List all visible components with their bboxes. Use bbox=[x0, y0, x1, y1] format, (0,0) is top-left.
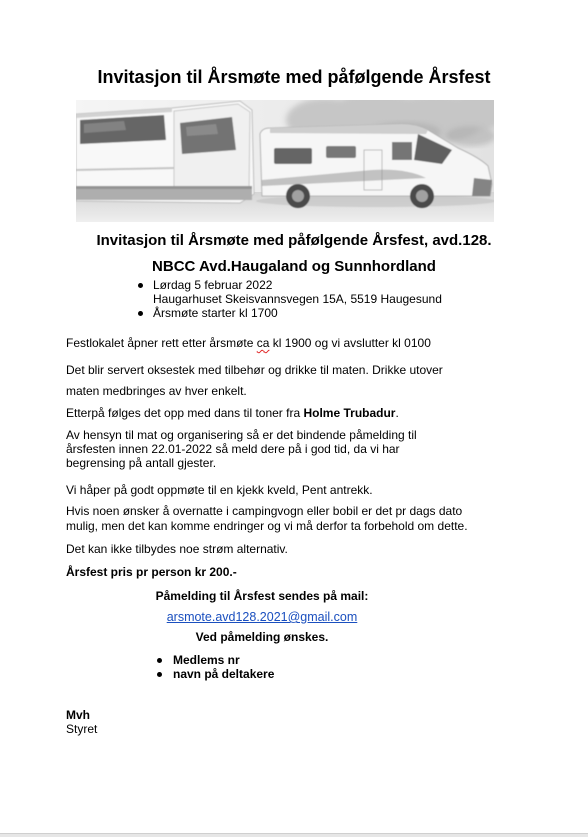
signup-request-heading: Ved påmelding ønskes. bbox=[195, 630, 329, 644]
paragraph-overnight-line: Hvis noen ønsker å overnatte i campingvogn eller bobil er det pr dags dato bbox=[66, 504, 463, 518]
price-line: Årsfest pris pr person kr 200.- bbox=[66, 565, 237, 579]
paragraph-registration-line: begrensing på antall gjester. bbox=[66, 456, 217, 470]
opening-text-before: Festlokalet åpner rett etter årsmøte bbox=[66, 336, 257, 350]
paragraph-music bbox=[66, 406, 399, 420]
spellcheck-flagged-word: ca bbox=[256, 336, 270, 350]
event-heading: Invitasjon til Årsmøte med påfølgende Årsfest, avd.128. bbox=[96, 232, 492, 249]
paragraph-overnight-line: mulig, men det kan komme endringer og vi må derfor ta forbehold om dette. bbox=[66, 519, 468, 533]
paragraph-registration-line: Av hensyn til mat og organisering så er det bindende påmelding til bbox=[66, 428, 417, 442]
signup-email-row bbox=[66, 610, 458, 624]
list-item-meeting-start: Årsmøte starter kl 1700 bbox=[153, 306, 278, 320]
page-bottom-edge bbox=[0, 833, 588, 837]
bullet-icon bbox=[157, 658, 162, 663]
music-text-after: . bbox=[395, 406, 399, 420]
paragraph-hope: Vi håper på godt oppmøte til en kjekk kveld, Pent antrekk. bbox=[66, 483, 373, 497]
signup-heading: Påmelding til Årsfest sendes på mail: bbox=[155, 589, 369, 603]
bullet-icon bbox=[138, 311, 143, 316]
paragraph-opening bbox=[66, 336, 431, 350]
bullet-icon bbox=[157, 672, 162, 677]
bullet-icon bbox=[138, 283, 143, 288]
paragraph-power: Det kan ikke tilbydes noe strøm alternativ. bbox=[66, 542, 288, 556]
paragraph-food-line: maten medbringes av hver enkelt. bbox=[66, 384, 247, 398]
list-item-venue: Haugarhuset Skeisvannsvegen 15A, 5519 Haugesund bbox=[153, 292, 442, 306]
closing-greeting: Mvh bbox=[66, 708, 90, 722]
artist-name: Holme Trubadur bbox=[303, 406, 396, 420]
email-link[interactable]: arsmote.avd128.2021@gmail.com bbox=[166, 610, 358, 624]
club-name: NBCC Avd.Haugaland og Sunnhordland bbox=[152, 258, 436, 275]
list-item-member-number: Medlems nr bbox=[173, 653, 240, 667]
list-item-participant-names: navn på deltakere bbox=[173, 667, 275, 681]
paragraph-food-line: Det blir servert oksestek med tilbehør og drikke til maten. Drikke utover bbox=[66, 363, 443, 377]
opening-text-after: kl 1900 og vi avslutter kl 0100 bbox=[269, 336, 431, 350]
closing-signature: Styret bbox=[66, 722, 98, 736]
paragraph-registration-line: årsfesten innen 22.01-2022 så meld dere på i god tid, da vi har bbox=[66, 442, 400, 456]
list-item-date: Lørdag 5 februar 2022 bbox=[153, 278, 273, 292]
document-title: Invitasjon til Årsmøte med påfølgende Årsfest bbox=[97, 67, 491, 87]
music-text-before: Etterpå følges det opp med dans til toner fra bbox=[66, 406, 304, 420]
caravan-photo bbox=[76, 100, 494, 222]
